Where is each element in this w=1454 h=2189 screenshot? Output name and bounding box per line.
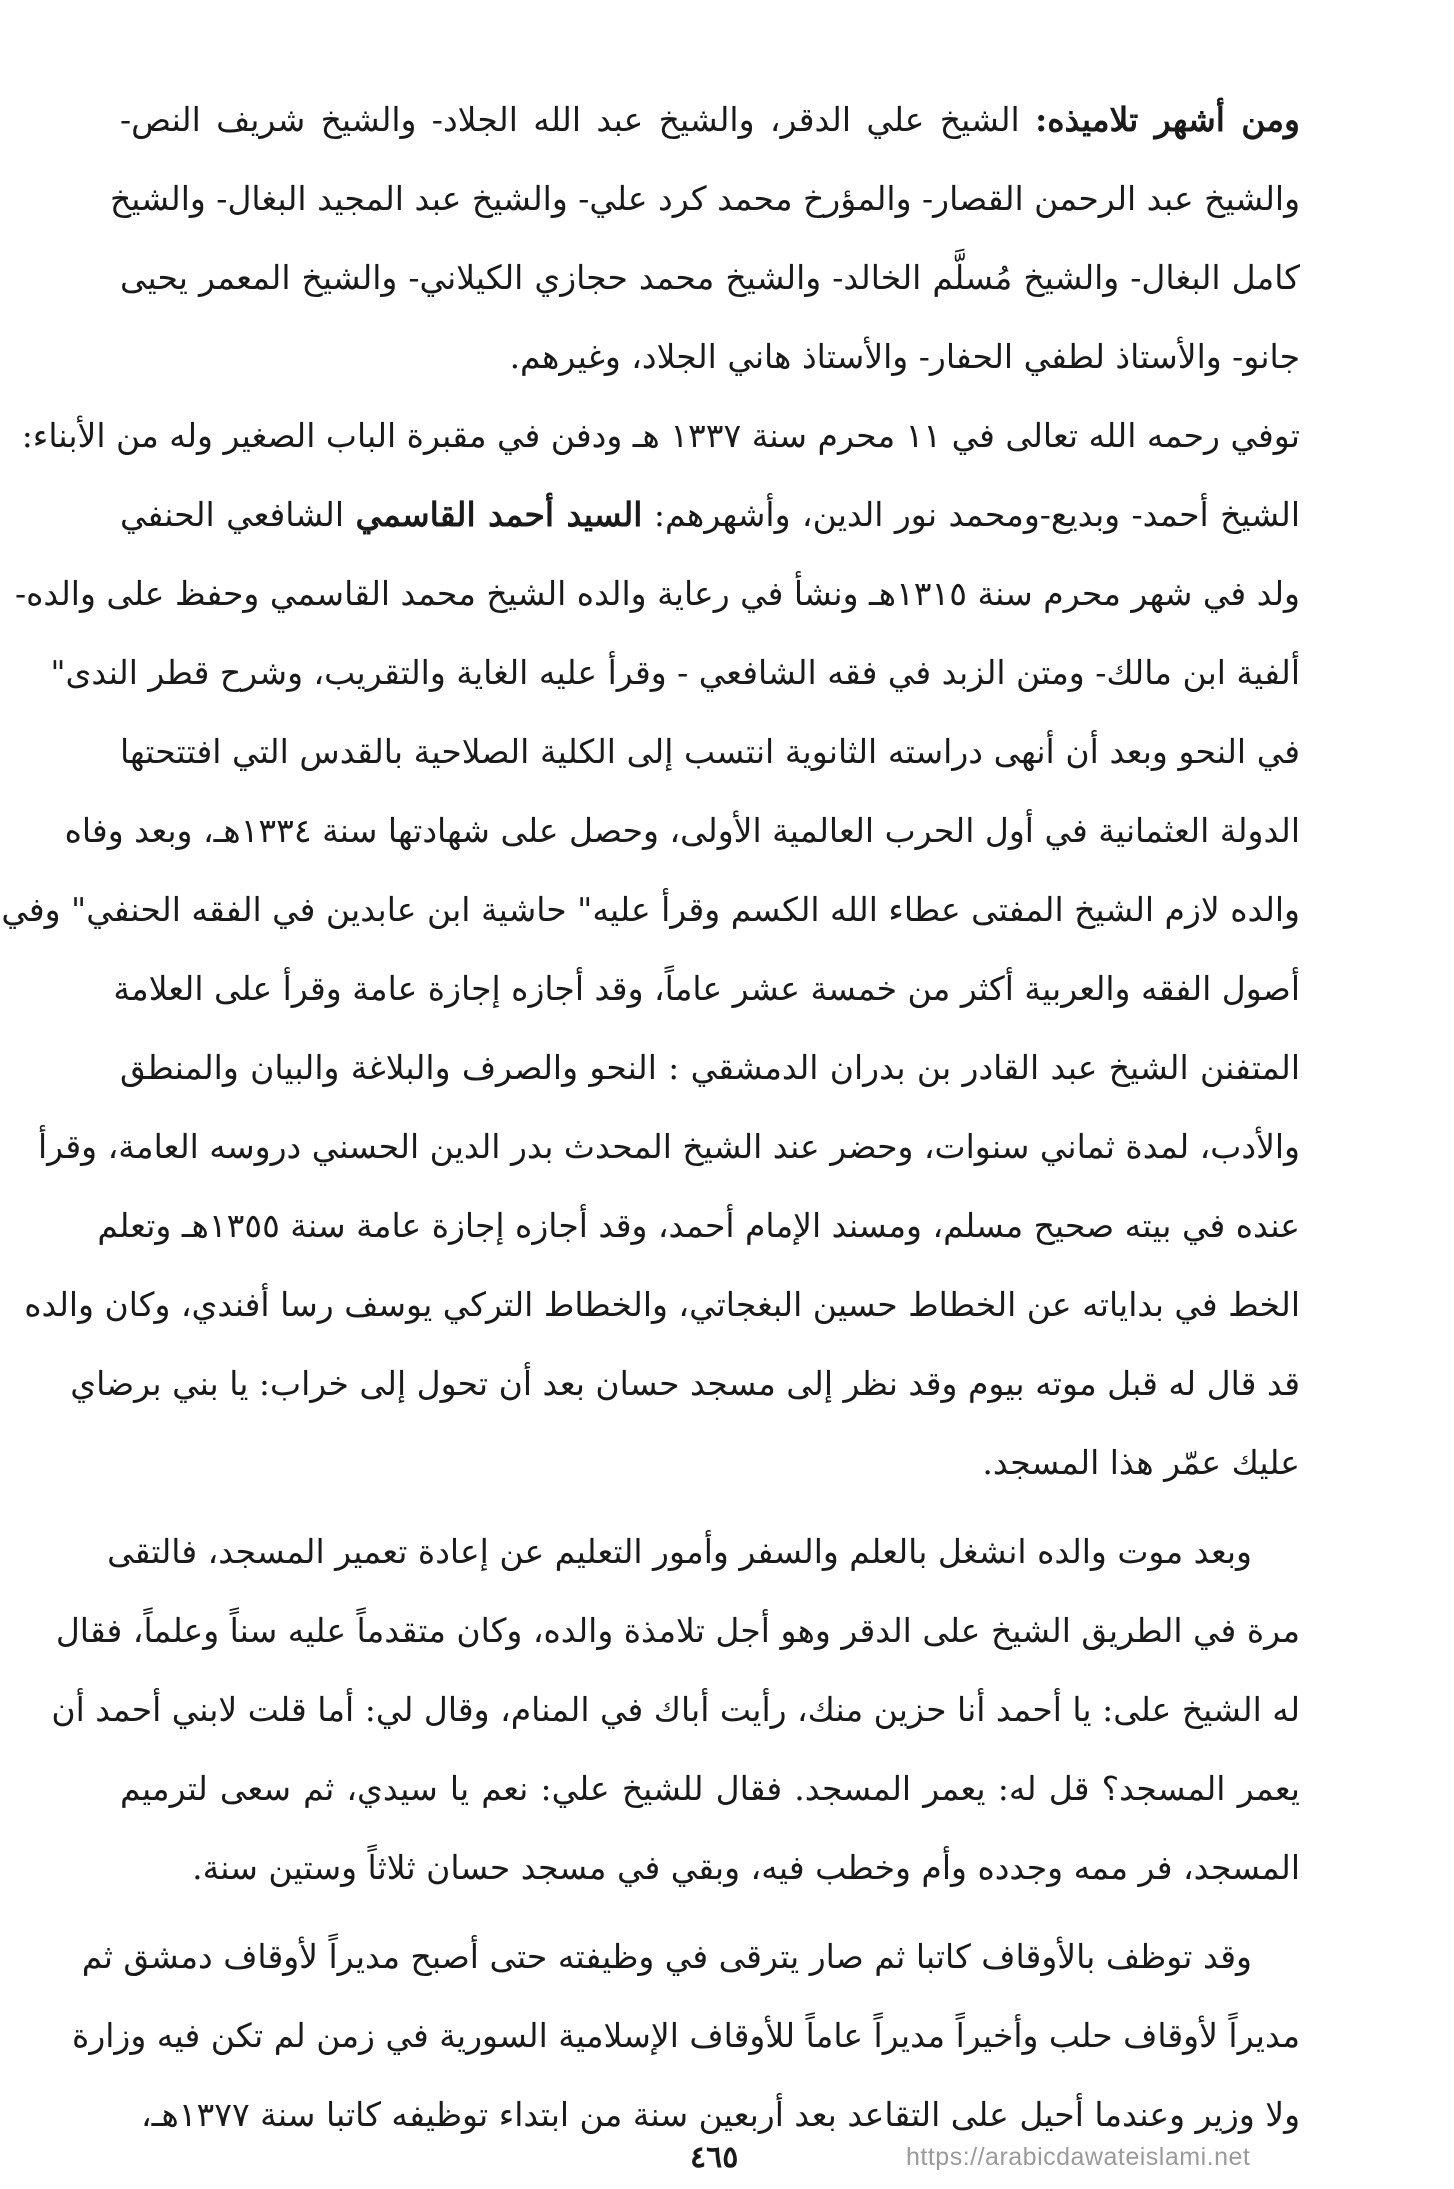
text-line [113, 949, 1300, 1028]
text-line [120, 80, 1300, 159]
line-text: مديراً لأوقاف حلب وأخيراً مديراً عاماً للأوقاف الإسلامية السورية في زمن لم تكن فيه وزارة [72, 2016, 1300, 2055]
text-line [38, 1107, 1300, 1186]
line-text: يعمر المسجد؟ قل له: يعمر المسجد. فقال للشيخ علي: نعم يا سيدي، ثم سعى لترميم [120, 1769, 1300, 1808]
text-line [81, 1917, 1300, 1996]
text-line [120, 1749, 1300, 1828]
paragraph [1, 396, 1300, 1502]
text-line [120, 712, 1300, 791]
page-number: ٤٦٥ [690, 2140, 739, 2175]
line-text: الدولة العثمانية في أول الحرب العالمية الأولى، وحصل على شهادتها سنة ١٣٣٤هـ، وبعد وفاه [64, 811, 1300, 850]
line-text: مرة في الطريق الشيخ على الدقر وهو أجل تلامذة والده، وكان متقدماً عليه سناً وعلماً، فقال [55, 1611, 1300, 1650]
line-text: والشيخ عبد الرحمن القصار- والمؤرخ محمد كرد علي- والشيخ عبد المجيد البغال- والشيخ [109, 179, 1300, 218]
line-text: عنده في بيته صحيح مسلم، ومسند الإمام أحمد، وقد أجازه إجازة عامة سنة ١٣٥٥هـ وتعلم [97, 1206, 1300, 1245]
line-text: وقد توظف بالأوقاف كاتبا ثم صار يترقى في وظيفته حتى أصبح مديراً لأوقاف دمشق ثم [81, 1937, 1252, 1976]
text-line [14, 554, 1300, 633]
line-text: الشيخ أحمد- وبديع-ومحمد نور الدين، وأشهرهم: [642, 495, 1300, 534]
text-line [21, 396, 1300, 475]
text-line [70, 1344, 1300, 1423]
line-text: الشيخ علي الدقر، والشيخ عبد الله الجلاد- والشيخ شريف النص- [120, 100, 1036, 139]
text-line [120, 1423, 1300, 1502]
line-text: له الشيخ على: يا أحمد أنا حزين منك، رأيت أباك في المنام، وقال لي: أما قلت لابني أحمد أن [51, 1690, 1300, 1729]
line-text: عليك عمّر هذا المسجد. [982, 1443, 1300, 1482]
paragraph-gap [120, 1907, 1300, 1917]
bold-text: ومن أشهر تلاميذه: [1035, 100, 1300, 139]
text-line [64, 791, 1300, 870]
text-line [55, 1591, 1300, 1670]
line-text: المسجد، فر ممه وجدده وأم وخطب فيه، وبقي في مسجد حسان ثلاثاً وستين سنة. [192, 1848, 1300, 1887]
paragraph [72, 1917, 1300, 2154]
bold-text: السيد أحمد القاسمي [355, 495, 643, 534]
text-line [107, 1512, 1300, 1591]
text-line [120, 1828, 1300, 1907]
line-text: قد قال له قبل موته بيوم وقد نظر إلى مسجد حسان بعد أن تحول إلى خراب: يا بني برضاي [70, 1364, 1300, 1403]
text-line [120, 1028, 1300, 1107]
line-text: في النحو وبعد أن أنهى دراسته الثانوية انتسب إلى الكلية الصلاحية بالقدس التي افتتحتها [120, 732, 1300, 771]
text-line [109, 159, 1300, 238]
line-text: وبعد موت والده انشغل بالعلم والسفر وأمور التعليم عن إعادة تعمير المسجد، فالتقى [107, 1532, 1252, 1571]
watermark-url: https://arabicdawateislami.net [906, 2143, 1251, 2171]
line-text: ألفية ابن مالك- ومتن الزبد في فقه الشافعي - وقرأ عليه الغاية والتقريب، وشرح قطر الندى" [50, 653, 1300, 692]
document-page [1, 80, 1300, 2134]
text-body [1, 80, 1300, 2154]
line-text: المتفنن الشيخ عبد القادر بن بدران الدمشقي : النحو والصرف والبلاغة والبيان والمنطق [120, 1048, 1300, 1087]
line-text: والأدب، لمدة ثماني سنوات، وحضر عند الشيخ المحدث بدر الدين الحسني دروسه العامة، وقرأ [38, 1127, 1300, 1166]
line-text: أصول الفقه والعربية أكثر من خمسة عشر عاماً، وقد أجازه إجازة عامة وقرأ على العلامة [113, 969, 1300, 1008]
text-line [120, 238, 1300, 317]
text-line [24, 1265, 1300, 1344]
line-text: الشافعي الحنفي [120, 495, 356, 534]
text-line [51, 1670, 1300, 1749]
paragraph [109, 80, 1300, 396]
text-line [120, 475, 1300, 554]
paragraph [51, 1512, 1300, 1907]
line-text: ولد في شهر محرم سنة ١٣١٥هـ ونشأ في رعاية والده الشيخ محمد القاسمي وحفظ على والده- [14, 574, 1300, 613]
line-text: كامل البغال- والشيخ مُسلَّم الخالد- والشيخ محمد حجازي الكيلاني- والشيخ المعمر يحيى [120, 258, 1300, 297]
line-text: ولا وزير وعندما أحيل على التقاعد بعد أربعين سنة من ابتداء توظيفه كاتبا سنة ١٣٧٧هـ، [141, 2095, 1300, 2134]
line-text: توفي رحمه الله تعالى في ١١ محرم سنة ١٣٣٧ هـ ودفن في مقبرة الباب الصغير وله من الأبناء: [21, 416, 1300, 455]
line-text: والده لازم الشيخ المفتى عطاء الله الكسم وقرأ عليه" حاشية ابن عابدين في الفقه الحنفي" وفي [1, 890, 1300, 929]
text-line [50, 633, 1300, 712]
text-line [120, 317, 1300, 396]
paragraph-gap [120, 1502, 1300, 1512]
line-text: الخط في بداياته عن الخطاط حسين البغجاتي، والخطاط التركي يوسف رسا أفندي، وكان والده [24, 1285, 1300, 1324]
text-line [72, 1996, 1300, 2075]
line-text: جانو- والأستاذ لطفي الحفار- والأستاذ هاني الجلاد، وغيرهم. [509, 337, 1300, 376]
text-line [97, 1186, 1300, 1265]
text-line [1, 870, 1300, 949]
